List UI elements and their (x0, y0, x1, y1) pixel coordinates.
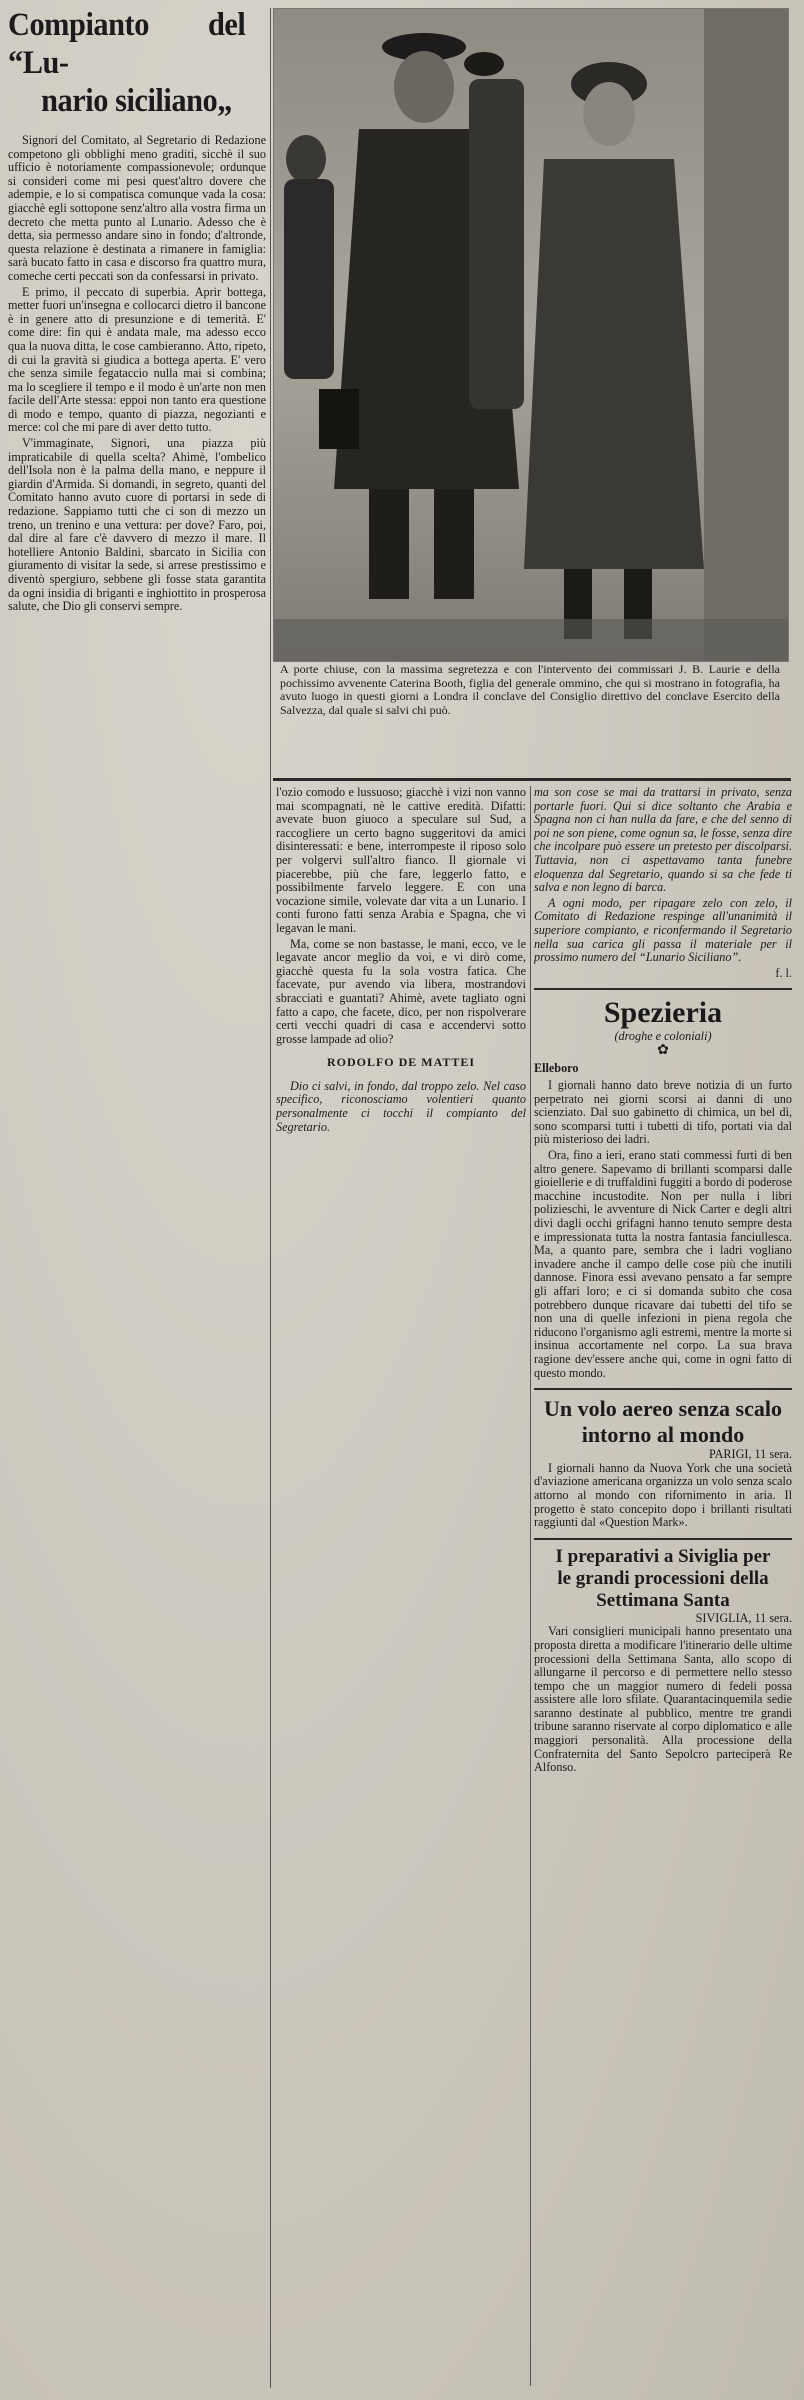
headline-line-1: Compianto del “Lu- (8, 7, 246, 81)
article-2-column (276, 786, 526, 1136)
ornament-icon: ✿ (657, 1042, 669, 1058)
spezieria-item-title: Elleboro (534, 1060, 579, 1075)
article-1-column (8, 6, 266, 616)
article-2-paragraph: l'ozio comodo e lussuoso; giacchè i vizi non vanno mai scompagnati, nè le cattive eredità. Difatti: avevate buon giuoco a speculare sul Sud, a raccogliere un certo bagno suggeritovi da amici disinteressati: e bene, interrompeste il riposo solo per volgervi sull'altro fianco. Il giornale vi piacerebbe, più che fare, leggerlo fatto, e possibilmente farvelo leggere. E con una vocazione simile, volevate dar vita a un Lunario. I conti furono fatti senza Arabia e Spagna, che vi legavan le mani. (276, 785, 526, 935)
section-rule (534, 988, 792, 990)
column-divider (530, 786, 531, 2386)
photo-illustration (274, 9, 788, 661)
volo-headline (534, 1396, 792, 1448)
right-column (534, 786, 792, 1777)
news-photo (273, 8, 789, 662)
article-1-headline (8, 6, 245, 120)
siviglia-headline (534, 1546, 792, 1612)
spezieria-paragraph: I giornali hanno dato breve notizia di un furto perpetrato nei giorni scorsi ai danni di uno scienziato. Dal suo gabinetto di chimica, un bel dì, sono scomparsi tutti i tubetti di tifo, portati via dal più misterioso dei ladri. (534, 1078, 792, 1147)
article-2-paragraph: Ma, come se non bastasse, le mani, ecco, ve le legavate ancor meglio da voi, e vi dirò come, giacchè questa fu la sola vostra fatica. Che facevate, pur avendo via libera, mostrandovi sbracciati e guantati? Ahimè, avete tagliato ogni fatto a capo, che facete, dico, per non rispolverare certi vecchi quadri di casa e accendervi sotto grosse lampade ad olio? (276, 936, 526, 1046)
horizontal-rule (273, 778, 791, 781)
siviglia-title-line-2: le grandi processioni della (557, 1567, 769, 1589)
spezieria-subtitle: (droghe e coloniali) (614, 1029, 712, 1044)
spezieria-title: Spezieria (603, 996, 723, 1030)
siviglia-title-line-3: Settimana Santa (596, 1589, 730, 1611)
article-3-initials: f. l. (775, 965, 792, 980)
article-1-paragraph: Signori del Comitato, al Segretario di Redazione competono gli obblighi meno graditi, sicchè il suo ufficio è notoriamente compassionevole; ordunque si consideri come mi pesi quest'altro dovere che adempie, e lo si compatisca comunque vada la cosa: giacchè egli sottopone senz'altro alla vostra firma un decreto che metta punto al Lunario. Adesso che è detta, sia permesso andare sino in fondo; d'altronde, questa relazione è destinata a rimanere in famiglia: sarà bucato fatto in casa e discorso fra quattro mura, comeche certi peccati son da confessarsi in privato. (8, 133, 266, 283)
siviglia-title-line-1: I preparativi a Siviglia per (555, 1545, 771, 1567)
column-divider (270, 8, 271, 2388)
section-rule (534, 1388, 792, 1390)
article-2-postscript: Dio ci salvi, in fondo, dal troppo zelo. Nel caso specifico, riconosciamo volentieri quanto personalmente ci tocchi il compianto del Segretario. (276, 1078, 526, 1134)
author-signature: RODOLFO DE MATTEI (326, 1055, 476, 1070)
photo-caption: A porte chiuse, con la massima segretezza e con l'intervento dei commissari J. B. Laurie e della pochissimo avvenente Caterina Booth, figlia del generale ommino, che qui si mostrano in fotografia, ha avuto luogo in questi giorni a Londra il conclave del Consiglio direttivo del conclave Esercito della Salvezza, dal quale si salvi chi può. (280, 662, 780, 717)
spezieria-paragraph: Ora, fino a ieri, erano stati commessi furti di ben altro genere. Sapevamo di brillanti scomparsi dalle gioiellerie e di truffaldini fuggiti a bordo di poderose macchine incustodite. Non per nulla i libri polizieschi, le avventure di Nick Carter e degli altri divi dagli occhi grifagni hanno tenuto sempre desta e impressionata tutta la nostra fantasia fanciullesca. Ma, a quanto pare, sembra che i ladri vogliano invadere anche il campo delle cose più che inutili dannose. Finora essi avevano pensato a far sempre gli affari loro; e ci si domanda subito che cosa potrebbero dunque ricavare dai tubetti del tifo se non una di quelle infezioni in piena regola che riducono l'organismo agli estremi, mentre la morte si insinua accortamente nel corpo. La sua brava ragione dev'essere anche qui, come in ogni fatto di questo mondo. (534, 1148, 792, 1380)
article-3-paragraph: ma son cose se mai da trattarsi in privato, senza portarle fuori. Qui si dice soltanto che Arabia e Spagna non ci han nulla da fare, e che del senno di poi ne son piene, come ognun sa, le fosse, senza dire che incolpare può essere un pretesto per discolparsi. Tuttavia, non ci aspettavamo tanta funebre eloquenza dal Segretario, quando si sa che fede ti salva e non legno di barca. (534, 785, 792, 895)
article-1-paragraph: V'immaginate, Signori, una piazza più impraticabile di quella scelta? Ahimè, l'ombelico dell'Isola non è la palma della mano, e neppure il giardin d'Armida. Si domandi, in segreto, quanti del Comitato hanno avuto cuore di portarsi in sede di redazione. Sappiamo tutti che ci son di mezzo un treno, un trenino e una vettura: per dove? Faro, poi, dal dire al fare c'è davvero di mezzo il mare. Il hotelliere Antonio Baldini, sbarcato in Sicilia con giuramento di visitar la sede, si arrese prestissimo e diventò spergiuro, sebbene gli fosse stata garantita da ogni insidia di briganti e inghiottito in prosperosa salute, che Dio gli conservi sempre. (8, 436, 266, 614)
volo-title-line-2: intorno al mondo (581, 1422, 745, 1448)
article-1-paragraph: E primo, il peccato di superbia. Aprir bottega, metter fuori un'insegna e collocarci dietro il bancone è in genere atto di presunzione e di temerità. E' come dire: fin qui è andata male, ma adesso ecco qua la nuova ditta, le cose cambieranno. Atto, ripeto, di cui la gravità si giudica a bottega aperta. E' vero che senza simile fegataccio nulla mai si combina; ma lo scegliere il tempo e il modo è un'arte non men facile dell'Arte stessa: eppoi non tanto era questione di modo e tempo, quanto di piazza, negozianti e merce: col che mi pare di aver detto tutto. (8, 284, 266, 435)
article-3-paragraph: A ogni modo, per ripagare zelo con zelo, il Comitato di Redazione respinge all'unanimità il superiore compianto, e riconfermando il Segretario nella sua carica gli passa il materiale per il prossimo numero del “Lunario Siciliano”. (534, 895, 792, 965)
headline-line-2: nario siciliano„ (41, 83, 232, 119)
volo-title-line-1: Un volo aereo senza scalo (544, 1396, 782, 1422)
section-rule (534, 1538, 792, 1540)
siviglia-paragraph: Vari consiglieri municipali hanno presentato una proposta diretta a modificare l'itinerario delle ultime processioni della Settimana Santa, allo scopo di allungarne il percorso e di permettere nello stesso tempo che un maggior numero di fedeli possa assistere alle loro sfilate. Quarantacinquemila sedie saranno destinate al pubblico, mentre tre grandi tribune saranno riservate al corpo diplomatico e alle maggiori personalità. Alla processione della Confraternita del Santo Sepolcro parteciperà Re Alfonso. (534, 1624, 792, 1775)
volo-dateline: PARIGI, 11 sera. (708, 1447, 792, 1462)
siviglia-dateline: SIVIGLIA, 11 sera. (695, 1610, 792, 1625)
volo-paragraph: I giornali hanno da Nuova York che una società d'aviazione americana organizza un volo senza scalo attorno al mondo con rifornimento in aria. Il progetto è stato concepito dopo i brillanti risultati raggiunti dal «Question Mark». (534, 1460, 792, 1530)
